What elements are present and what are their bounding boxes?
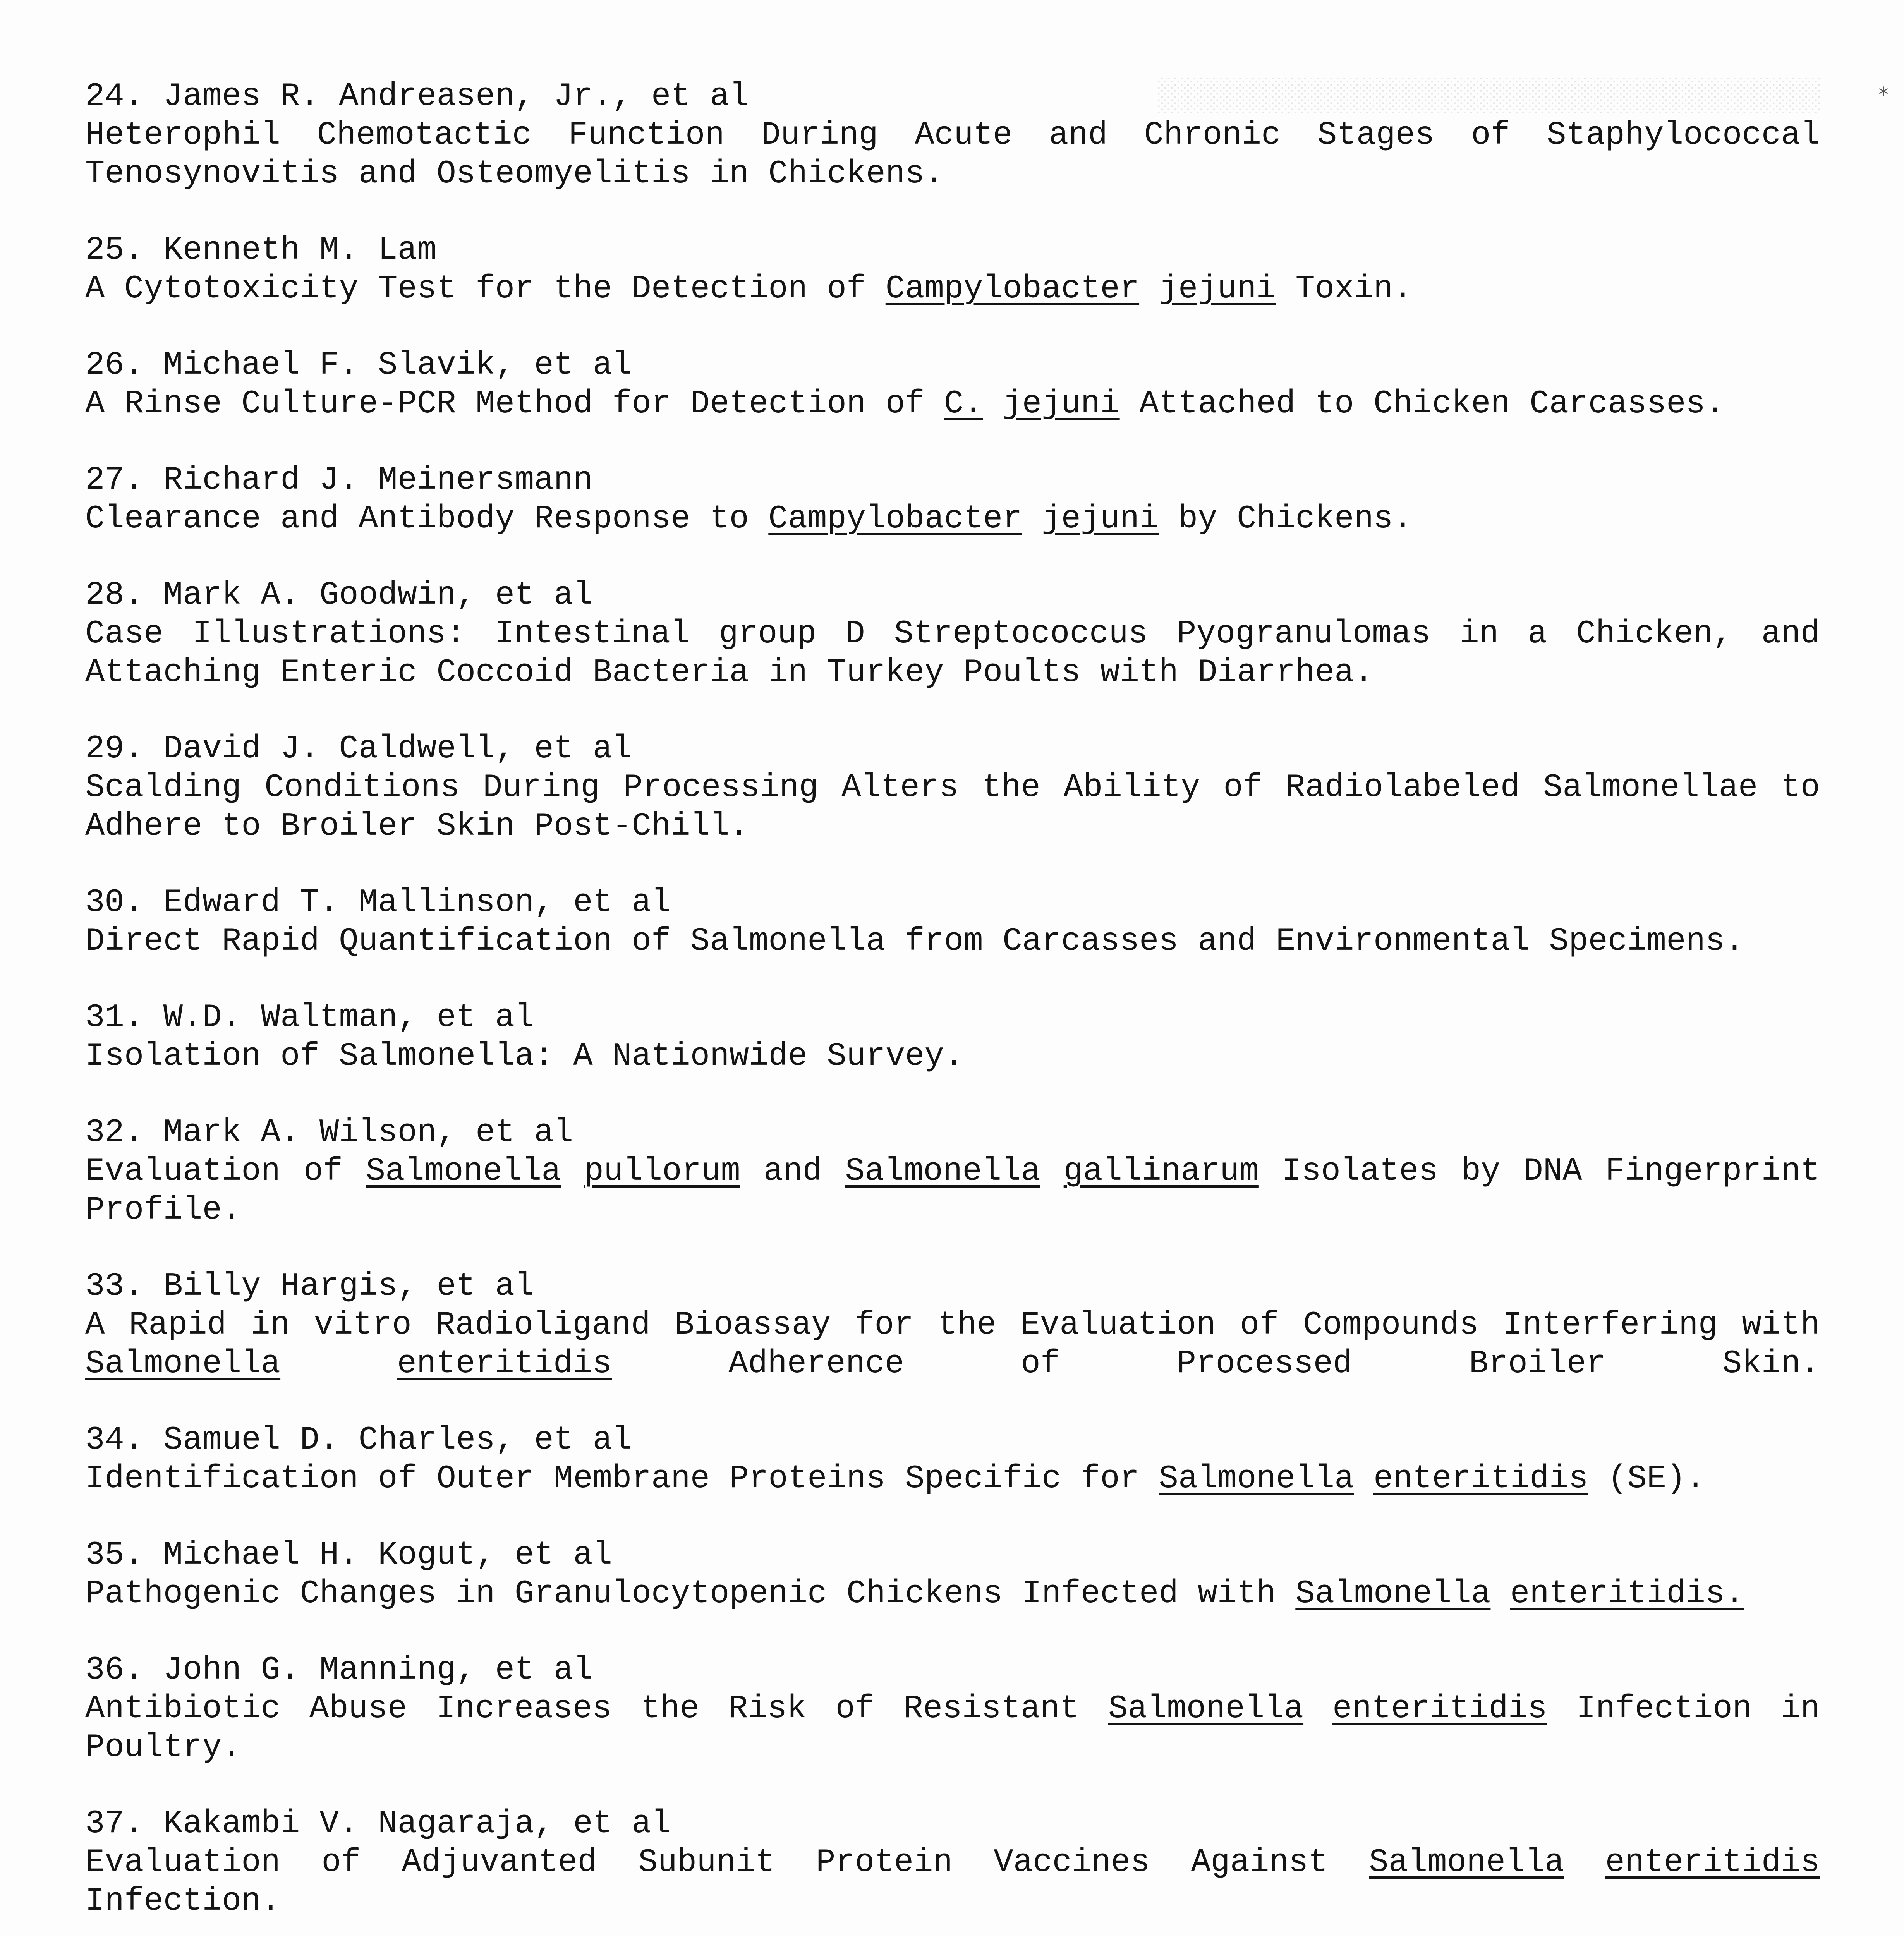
underlined-taxon: jejuni <box>1003 386 1120 422</box>
entry-title <box>85 1575 1820 1613</box>
entry-title <box>85 1460 1820 1498</box>
margin-mark: * <box>1878 83 1889 106</box>
entry-author-line: 29. David J. Caldwell, et al <box>85 731 632 767</box>
title-text: Adherence of Processed Broiler Skin. <box>611 1346 1820 1382</box>
underlined-taxon: Salmonella <box>366 1153 561 1190</box>
entry-title <box>85 615 1820 692</box>
title-text: A Cytotoxicity Test for the Detection of <box>85 271 886 307</box>
entry-title <box>85 922 1820 961</box>
entry-author-line: 27. Richard J. Meinersmann <box>85 462 593 499</box>
entry-title <box>85 1037 1820 1076</box>
title-text <box>1040 1153 1064 1190</box>
entry-author-line: 25. Kenneth M. Lam <box>85 232 437 269</box>
underlined-taxon: Campylobacter <box>768 501 1022 537</box>
entry-author-line: 26. Michael F. Slavik, et al <box>85 347 632 384</box>
reference-entry <box>85 346 1820 424</box>
reference-entry <box>85 1805 1820 1921</box>
reference-entry <box>85 999 1820 1076</box>
title-text: Clearance and Antibody Response to <box>85 501 769 537</box>
title-text: Scalding Conditions During Processing Alters the Ability of Radiolabeled Salmonellae to Adhere to Broiler Skin Post-Chill. <box>85 769 1820 845</box>
underlined-taxon: enteritidis <box>397 1346 612 1382</box>
title-text <box>1022 501 1042 537</box>
entry-author-line: 33. Billy Hargis, et al <box>85 1268 534 1305</box>
entry-title <box>85 1843 1820 1921</box>
underlined-taxon: C. <box>944 386 983 422</box>
title-text: Toxin. <box>1276 271 1413 307</box>
reference-entry <box>85 1114 1820 1230</box>
reference-entry <box>85 77 1820 194</box>
reference-entry <box>85 231 1820 309</box>
underlined-taxon: enteritidis <box>1332 1691 1547 1727</box>
title-text: Pathogenic Changes in Granulocytopenic Chickens Infected with <box>85 1576 1296 1612</box>
underlined-taxon: Salmonella <box>1295 1576 1491 1612</box>
title-text: Identification of Outer Membrane Proteins Specific for <box>85 1461 1159 1497</box>
title-text <box>1139 271 1159 307</box>
underlined-taxon: Salmonella <box>1159 1461 1354 1497</box>
entry-author-line: 32. Mark A. Wilson, et al <box>85 1114 573 1151</box>
entry-author-line: 31. W.D. Waltman, et al <box>85 999 534 1036</box>
underlined-taxon: Campylobacter <box>885 271 1140 307</box>
title-text <box>561 1153 584 1190</box>
title-text: Evaluation of Adjuvanted Subunit Protein Vaccines Against <box>85 1844 1369 1881</box>
title-text: A Rinse Culture-PCR Method for Detection of <box>85 386 944 422</box>
title-text: and <box>740 1153 845 1190</box>
entry-author-line: 34. Samuel D. Charles, et al <box>85 1422 632 1459</box>
title-text: Isolates by DNA Fingerprint Profile. <box>85 1153 1820 1229</box>
entry-author-line: 37. Kakambi V. Nagaraja, et al <box>85 1806 671 1842</box>
underlined-taxon: enteritidis <box>1605 1844 1820 1881</box>
reference-entry <box>85 576 1820 692</box>
title-text <box>1490 1576 1510 1612</box>
show-through-texture: ░░░░░░░░░░░░░░░░░░░░░░░░░░░░░░░░░░ <box>1156 78 1820 115</box>
title-text: Direct Rapid Quantification of Salmonella from Carcasses and Environmental Specimens. <box>85 923 1744 960</box>
underlined-taxon: jejuni <box>1159 271 1276 307</box>
entry-title <box>85 769 1820 846</box>
title-text <box>280 1346 397 1382</box>
entry-author-line: 35. Michael H. Kogut, et al <box>85 1537 613 1574</box>
entry-title <box>85 116 1820 194</box>
underlined-taxon: Salmonella <box>1369 1844 1564 1881</box>
entry-author-line: 24. James R. Andreasen, Jr., et al <box>85 78 749 115</box>
title-text: Isolation of Salmonella: A Nationwide Survey. <box>85 1038 964 1075</box>
title-text: Heterophil Chemotactic Function During Acute and Chronic Stages of Staphylococcal Tenosynovitis and Osteomyelitis in Chickens. <box>85 117 1820 192</box>
entry-title <box>85 1306 1820 1383</box>
entry-title <box>85 1690 1820 1767</box>
reference-entry <box>85 1536 1820 1613</box>
entry-author-line: 28. Mark A. Goodwin, et al <box>85 577 593 614</box>
underlined-taxon: Salmonella <box>1108 1691 1304 1727</box>
title-text <box>1564 1844 1605 1881</box>
entry-author-line: 36. John G. Manning, et al <box>85 1652 593 1689</box>
title-text: Case Illustrations: Intestinal group D Streptococcus Pyogranulomas in a Chicken, and Attaching Enteric Coccoid Bacteria in Turkey Poults with Diarrhea. <box>85 616 1820 691</box>
underlined-taxon: Salmonella <box>85 1346 281 1382</box>
entry-title <box>85 500 1820 539</box>
underlined-taxon: jejuni <box>1042 501 1159 537</box>
title-text: Attached to Chicken Carcasses. <box>1119 386 1725 422</box>
title-text: by Chickens. <box>1159 501 1413 537</box>
reference-entry <box>85 1651 1820 1767</box>
entry-author-line: 30. Edward T. Mallinson, et al <box>85 884 671 921</box>
reference-entry <box>85 1421 1820 1498</box>
underlined-taxon: pullorum <box>584 1153 740 1190</box>
underlined-taxon: Salmonella <box>845 1153 1040 1190</box>
title-text: Infection in Poultry. <box>85 1691 1820 1766</box>
entry-title <box>85 385 1820 424</box>
title-text: Evaluation of <box>85 1153 366 1190</box>
entry-title <box>85 1152 1820 1230</box>
title-text <box>1354 1461 1373 1497</box>
title-text: Antibiotic Abuse Increases the Risk of Resistant <box>85 1691 1108 1727</box>
reference-entry <box>85 1267 1820 1383</box>
title-text: A Rapid in vitro Radioligand Bioassay for the Evaluation of Compounds Interfering with <box>85 1307 1820 1344</box>
underlined-taxon: enteritidis <box>1373 1461 1588 1497</box>
reference-entry <box>85 461 1820 539</box>
title-text: Infection. <box>85 1883 281 1920</box>
title-text <box>983 386 1003 422</box>
reference-list <box>85 77 1820 1936</box>
title-text: (SE). <box>1588 1461 1705 1497</box>
reference-entry <box>85 884 1820 961</box>
entry-title <box>85 270 1820 309</box>
underlined-taxon: gallinarum <box>1063 1153 1259 1190</box>
reference-entry <box>85 730 1820 846</box>
underlined-taxon: enteritidis. <box>1510 1576 1744 1612</box>
title-text <box>1303 1691 1332 1727</box>
